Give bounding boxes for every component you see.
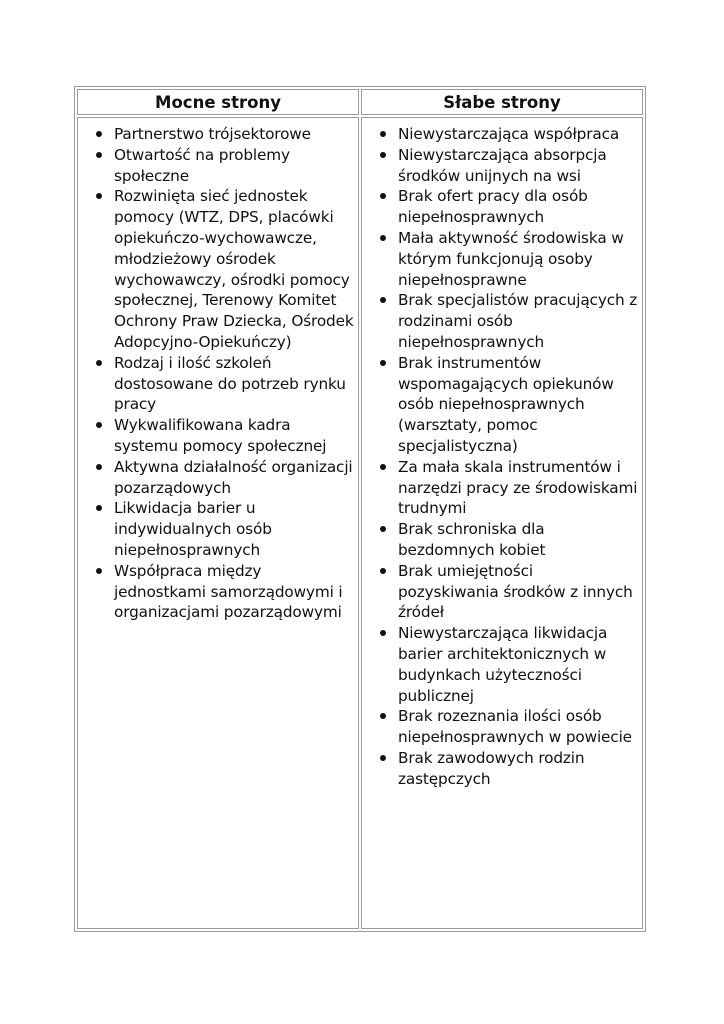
strengths-item-text: Rozwinięta sieć jednostek pomocy (WTZ, DPS, placówki opiekuńczo-wychowawcze, młodzieżowy ośrodek wychowawczy, ośrodki pomocy społecznej, Terenowy Komitet Ochrony Praw Dziecka, Ośrodek Adopcyjno-Opiekuńczy): [114, 187, 354, 351]
bullet-icon: [380, 755, 386, 761]
strengths-item-text: Rodzaj i ilość szkoleń dostosowane do potrzeb rynku pracy: [114, 353, 346, 414]
bullet-icon: [380, 193, 386, 199]
weaknesses-item: [380, 124, 638, 145]
strengths-item: [96, 561, 354, 623]
strengths-item: [96, 457, 354, 499]
weaknesses-item: [380, 290, 638, 352]
weaknesses-item-text: Niewystarczająca współpraca: [398, 125, 620, 143]
strengths-item-text: Likwidacja barier u indywidualnych osób niepełnosprawnych: [114, 499, 272, 559]
strengths-item: [96, 353, 354, 415]
strengths-item: [96, 415, 354, 457]
strengths-list: [78, 118, 358, 623]
strengths-item: [96, 498, 354, 560]
strengths-item-text: Współpraca między jednostkami samorządowymi i organizacjami pozarządowymi: [114, 561, 343, 622]
bullet-icon: [380, 360, 386, 366]
weaknesses-item: [380, 706, 638, 748]
strengths-item: [96, 186, 354, 352]
bullet-icon: [380, 526, 386, 532]
weaknesses-item-text: Mała aktywność środowiska w którym funkcjonują osoby niepełnosprawne: [398, 228, 624, 289]
bullet-icon: [380, 630, 386, 636]
strengths-weaknesses-table: [74, 86, 646, 932]
bullet-icon: [96, 131, 102, 137]
content-row: [77, 117, 643, 929]
weaknesses-item: [380, 519, 638, 561]
weaknesses-item: [380, 457, 638, 519]
bullet-icon: [96, 360, 102, 366]
weaknesses-item-text: Brak zawodowych rodzin zastępczych: [398, 748, 585, 788]
weaknesses-item: [380, 186, 638, 228]
strengths-item-text: Wykwalifikowana kadra systemu pomocy społecznej: [114, 416, 327, 455]
strengths-cell: [77, 117, 359, 929]
weaknesses-item: [380, 145, 638, 187]
weaknesses-item-text: Brak instrumentów wspomagających opiekunów osób niepełnosprawnych (warsztaty, pomoc specjalistyczna): [398, 353, 614, 455]
weaknesses-list: [362, 118, 642, 790]
bullet-icon: [380, 235, 386, 241]
bullet-icon: [380, 152, 386, 158]
weaknesses-item-text: Brak ofert pracy dla osób niepełnosprawnych: [398, 187, 588, 227]
bullet-icon: [96, 193, 102, 199]
weaknesses-item-text: Brak schroniska dla bezdomnych kobiet: [398, 520, 546, 559]
weaknesses-item-text: Niewystarczająca likwidacja barier architektonicznych w budynkach użyteczności publicznej: [398, 624, 608, 705]
weaknesses-item: [380, 561, 638, 623]
weaknesses-item: [380, 353, 638, 457]
bullet-icon: [96, 464, 102, 470]
weaknesses-item-text: Niewystarczająca absorpcja środków unijnych na wsi: [398, 145, 607, 185]
bullet-icon: [96, 152, 102, 158]
bullet-icon: [96, 568, 102, 574]
weaknesses-item: [380, 623, 638, 706]
strengths-item: [96, 124, 354, 145]
bullet-icon: [96, 422, 102, 428]
strengths-header: Mocne strony: [77, 89, 359, 115]
bullet-icon: [380, 568, 386, 574]
weaknesses-item: [380, 228, 638, 290]
weaknesses-item-text: Brak umiejętności pozyskiwania środków z innych źródeł: [398, 561, 633, 622]
header-row: [77, 89, 643, 115]
strengths-item: [96, 145, 354, 187]
weaknesses-item: [380, 748, 638, 790]
weaknesses-item-text: Brak rozeznania ilości osób niepełnosprawnych w powiecie: [398, 707, 632, 747]
bullet-icon: [380, 713, 386, 719]
weaknesses-item-text: Za mała skala instrumentów i narzędzi pracy ze środowiskami trudnymi: [398, 457, 638, 518]
strengths-item-text: Aktywna działalność organizacji pozarządowych: [114, 457, 353, 497]
bullet-icon: [380, 297, 386, 303]
bullet-icon: [96, 505, 102, 511]
weaknesses-item-text: Brak specjalistów pracujących z rodzinami osób niepełnosprawnych: [398, 291, 638, 351]
strengths-item-text: Partnerstwo trójsektorowe: [114, 125, 311, 143]
bullet-icon: [380, 131, 386, 137]
weaknesses-cell: [361, 117, 643, 929]
strengths-item-text: Otwartość na problemy społeczne: [114, 145, 290, 185]
bullet-icon: [380, 464, 386, 470]
weaknesses-header: Słabe strony: [361, 89, 643, 115]
